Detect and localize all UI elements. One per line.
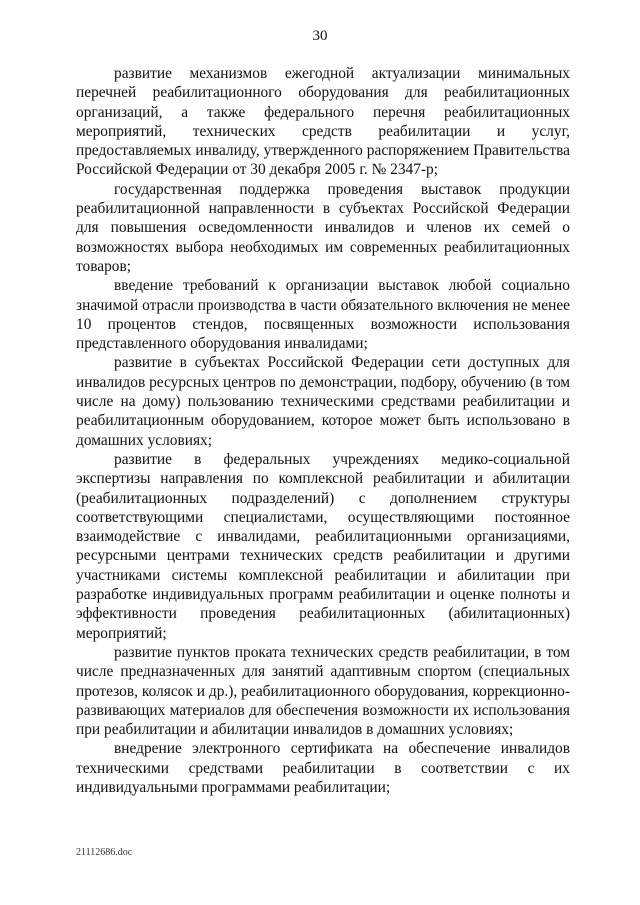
paragraph-exhibitions-support: государственная поддержка проведения выставок продукции реабилитационной направленности в субъектах Российской Федерации для повышения осведомленности инвалидов и членов их семей о возможностях выбора необходимых им современных реабилитационных товаров; bbox=[76, 180, 570, 275]
page-number: 30 bbox=[312, 28, 328, 44]
paragraph-electronic-certificate: внедрение электронного сертификата на обеспечение инвалидов техническими средствами реабилитации в соответствии с их индивидуальными программами реабилитации; bbox=[76, 740, 570, 796]
paragraph-mse-rehab-units: развитие в федеральных учреждениях медико-социальной экспертизы направления по комплексной реабилитации и абилитации (реабилитационных подразделений) с дополнением структуры соответствующими специалистами, осуществляющими постоянное взаимодействие с инвалидами, реабилитационными организациями, ресурсными центрами технических средств реабилитации и другими участниками системы комплексной реабилитации и абилитации при разработке индивидуальных программ реабилитации и оценке полноты и эффективности проведения реабилитационных (абилитационных) мероприятий; bbox=[76, 450, 570, 642]
document-body bbox=[76, 64, 570, 797]
paragraph-rental-points: развитие пунктов проката технических средств реабилитации, в том числе предназначенных для занятий адаптивным спортом (специальных протезов, колясок и др.), реабилитационного оборудования, коррекционно-развивающих материалов для обеспечения возможности их использования при реабилитации и абилитации инвалидов в домашних условиях; bbox=[76, 643, 570, 739]
paragraph-exhibition-requirements: введение требований к организации выставок любой социально значимой отрасли производства в части обязательного включения не менее 10 процентов стендов, посвященных возможности использования представленного оборудования инвалидами; bbox=[76, 277, 570, 353]
document-footer: 21112686.doc bbox=[76, 847, 133, 858]
paragraph-rehab-lists: развитие механизмов ежегодной актуализации минимальных перечней реабилитационного оборудования для реабилитационных организаций, а также федерального перечня реабилитационных мероприятий, технических средств реабилитации и услуг, предоставляемых инвалиду, утвержденного распоряжением Правительства Российской Федерации от 30 декабря 2005 г. № 2347-р; bbox=[76, 65, 570, 179]
paragraph-resource-centers: развитие в субъектах Российской Федерации сети доступных для инвалидов ресурсных центров по демонстрации, подбору, обучению (в том числе на дому) пользованию техническими средствами реабилитации и реабилитационным оборудованием, которое может быть использовано в домашних условиях; bbox=[76, 354, 570, 449]
